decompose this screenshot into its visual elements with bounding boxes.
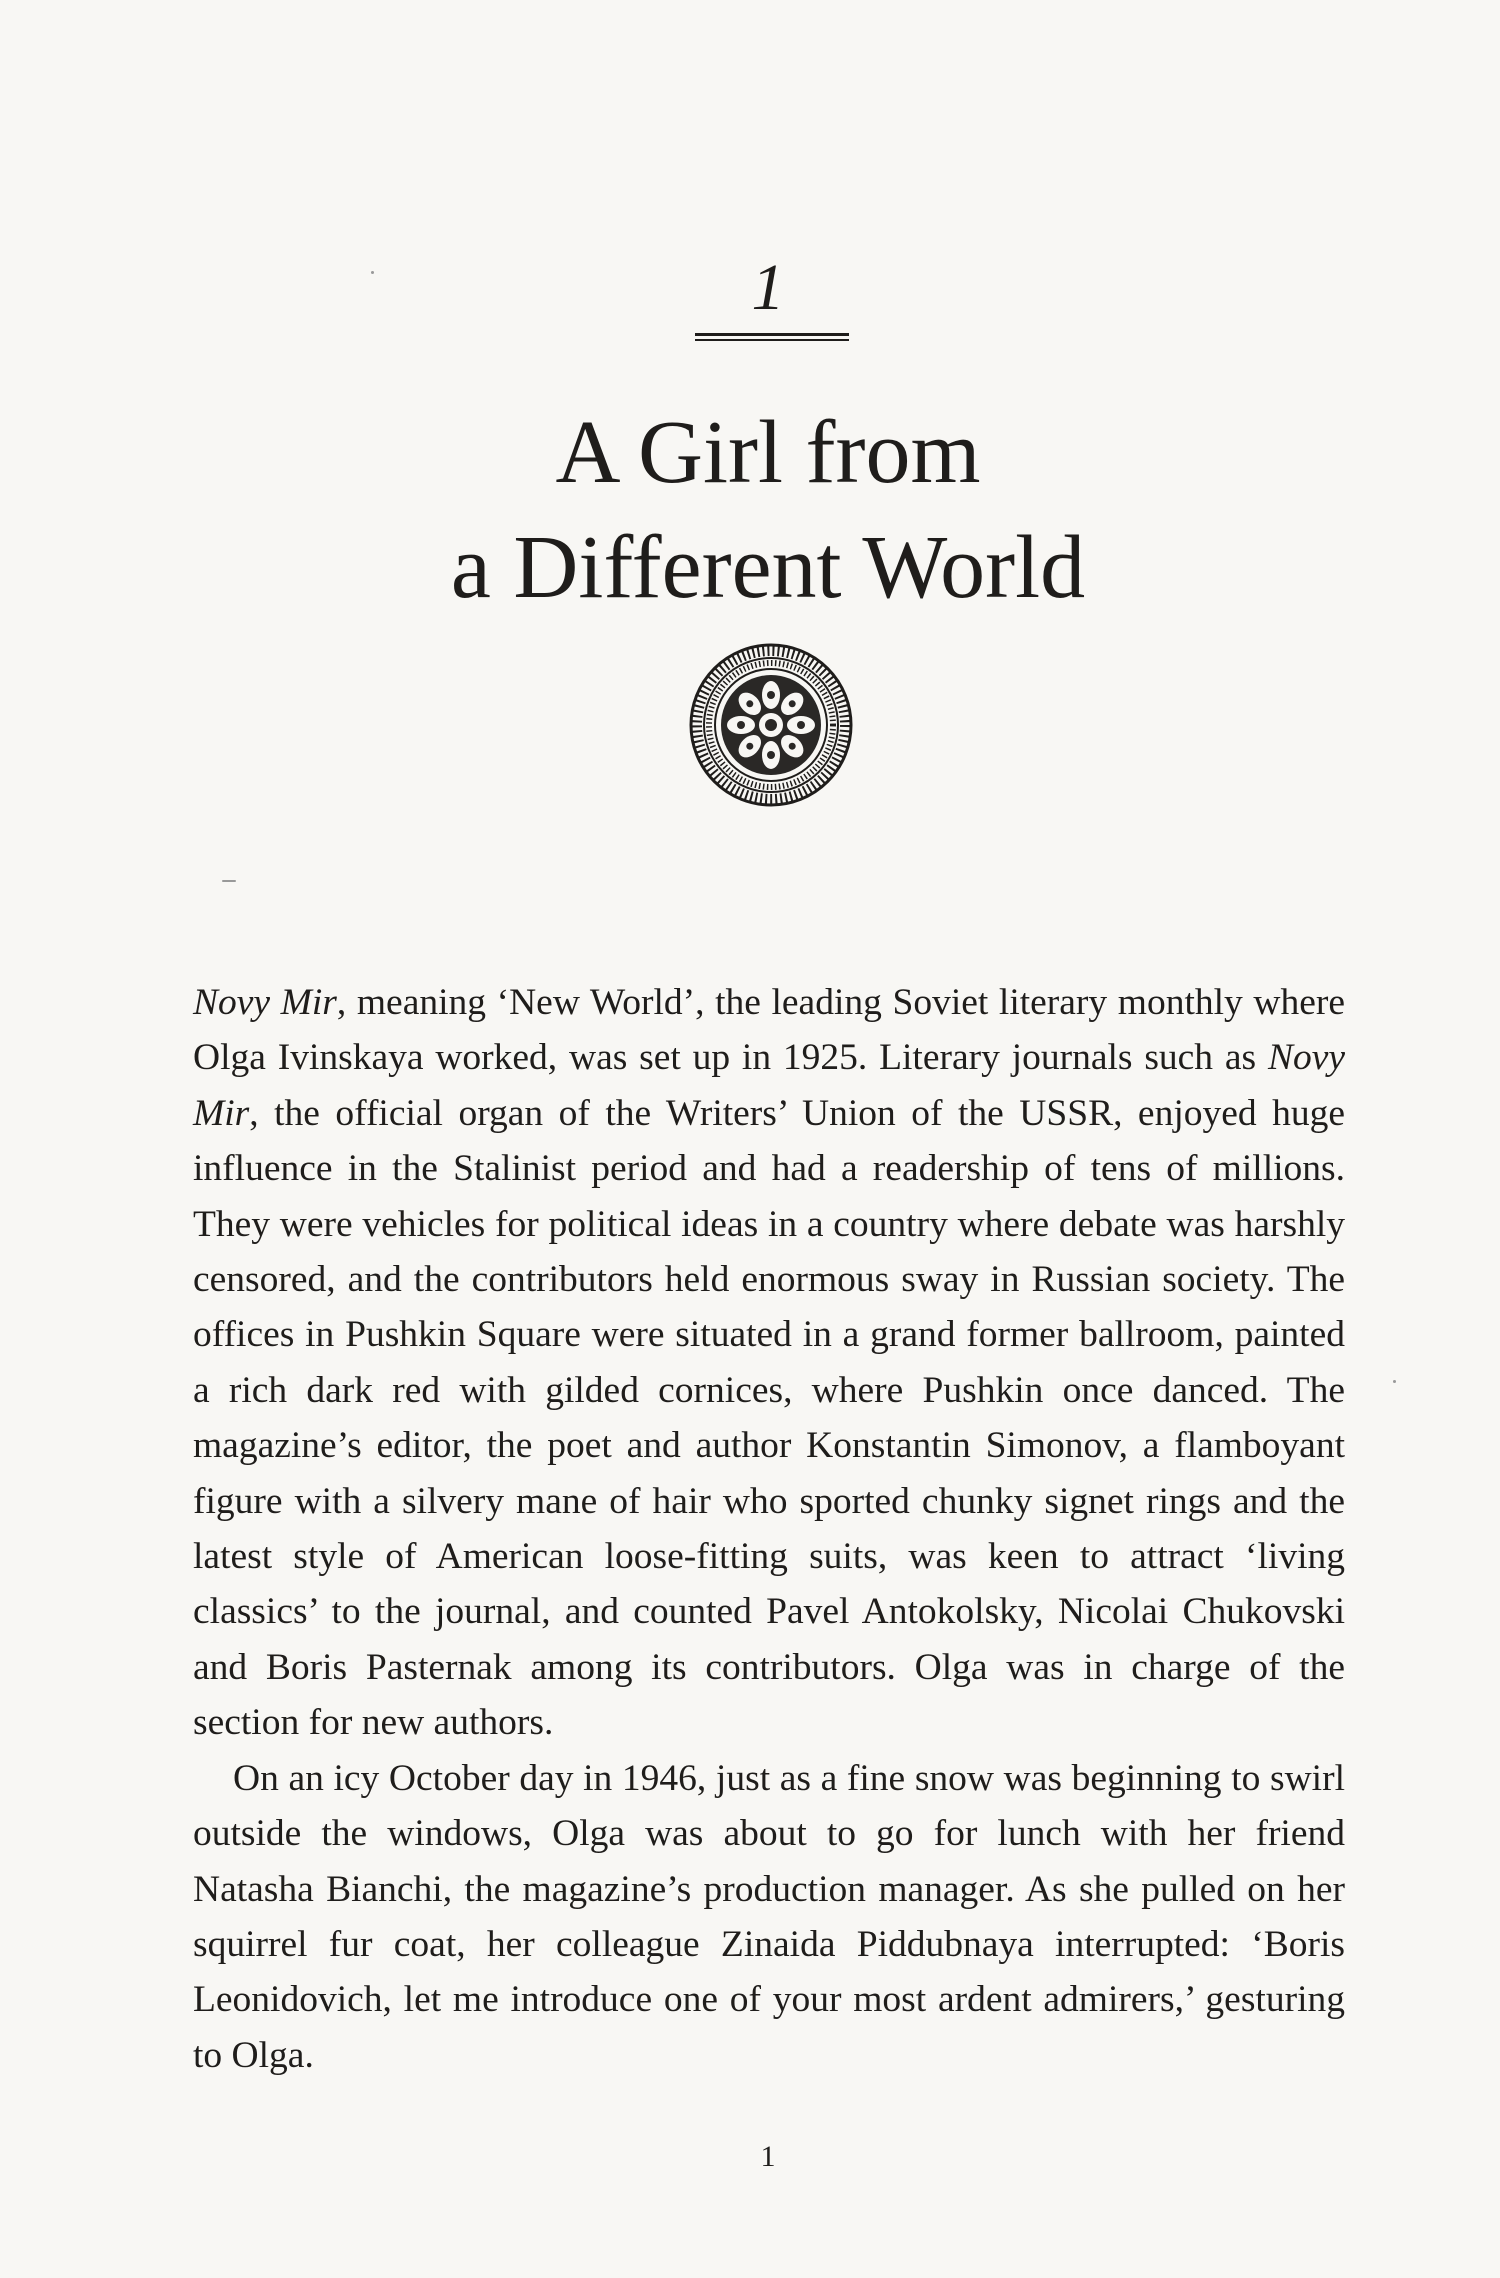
- journal-title-italic: Novy Mir: [193, 1037, 1345, 1134]
- paragraph-1-text-b: , the official organ of the Writers’ Union of the USSR, enjoyed huge influence in the Stalinist period and had a readership of tens of millions. They were vehicles for political ideas in a country where debate was harshly censored, and the contributors held enormous sway in Russian society. The offices in Pushkin Square were situated in a grand former ballroom, painted a rich dark red with gilded cornices, where Pushkin once danced. The magazine’s editor, the poet and author Konstantin Simonov, a flamboyant figure with a silvery mane of hair who sported chunky signet rings and the latest style of American loose-fitting suits, was keen to attract ‘living classics’ to the journal, and counted Pavel Antokolsky, Nicolai Chukovski and Boris Pasternak among its contributors. Olga was in charge of the section for new authors.: [193, 1092, 1345, 1744]
- chapter-number: 1: [751, 251, 785, 324]
- body-text: [193, 975, 1345, 2083]
- chapter-title-line1: A Girl from: [555, 403, 981, 502]
- rosette-ornament-icon: [686, 640, 856, 810]
- paper-speck: [1393, 1380, 1396, 1383]
- paragraph-1: [193, 975, 1345, 1751]
- journal-title-italic: Novy Mir: [193, 982, 337, 1023]
- paragraph-2: On an icy October day in 1946, just as a fine snow was beginning to swirl outside the windows, Olga was about to go for lunch with her friend Natasha Bianchi, the magazine’s production manager. As she pulled on her squirrel fur coat, her colleague Zinaida Piddubnaya interrupted: ‘Boris Leonidovich, let me introduce one of your most ardent admirers,’ gesturing to Olga.: [193, 1757, 1345, 2076]
- paper-speck: [222, 880, 236, 882]
- chapter-rule: [695, 333, 849, 341]
- chapter-title: [0, 395, 1500, 625]
- paragraph-1-text-a: , meaning ‘New World’, the leading Soviet literary monthly where Olga Ivinskaya worked, was set up in 1925. Literary journals such as: [193, 982, 1345, 1079]
- paper-speck: [371, 271, 374, 274]
- chapter-title-line2: a Different World: [450, 518, 1086, 617]
- page-number: 1: [760, 2140, 776, 2173]
